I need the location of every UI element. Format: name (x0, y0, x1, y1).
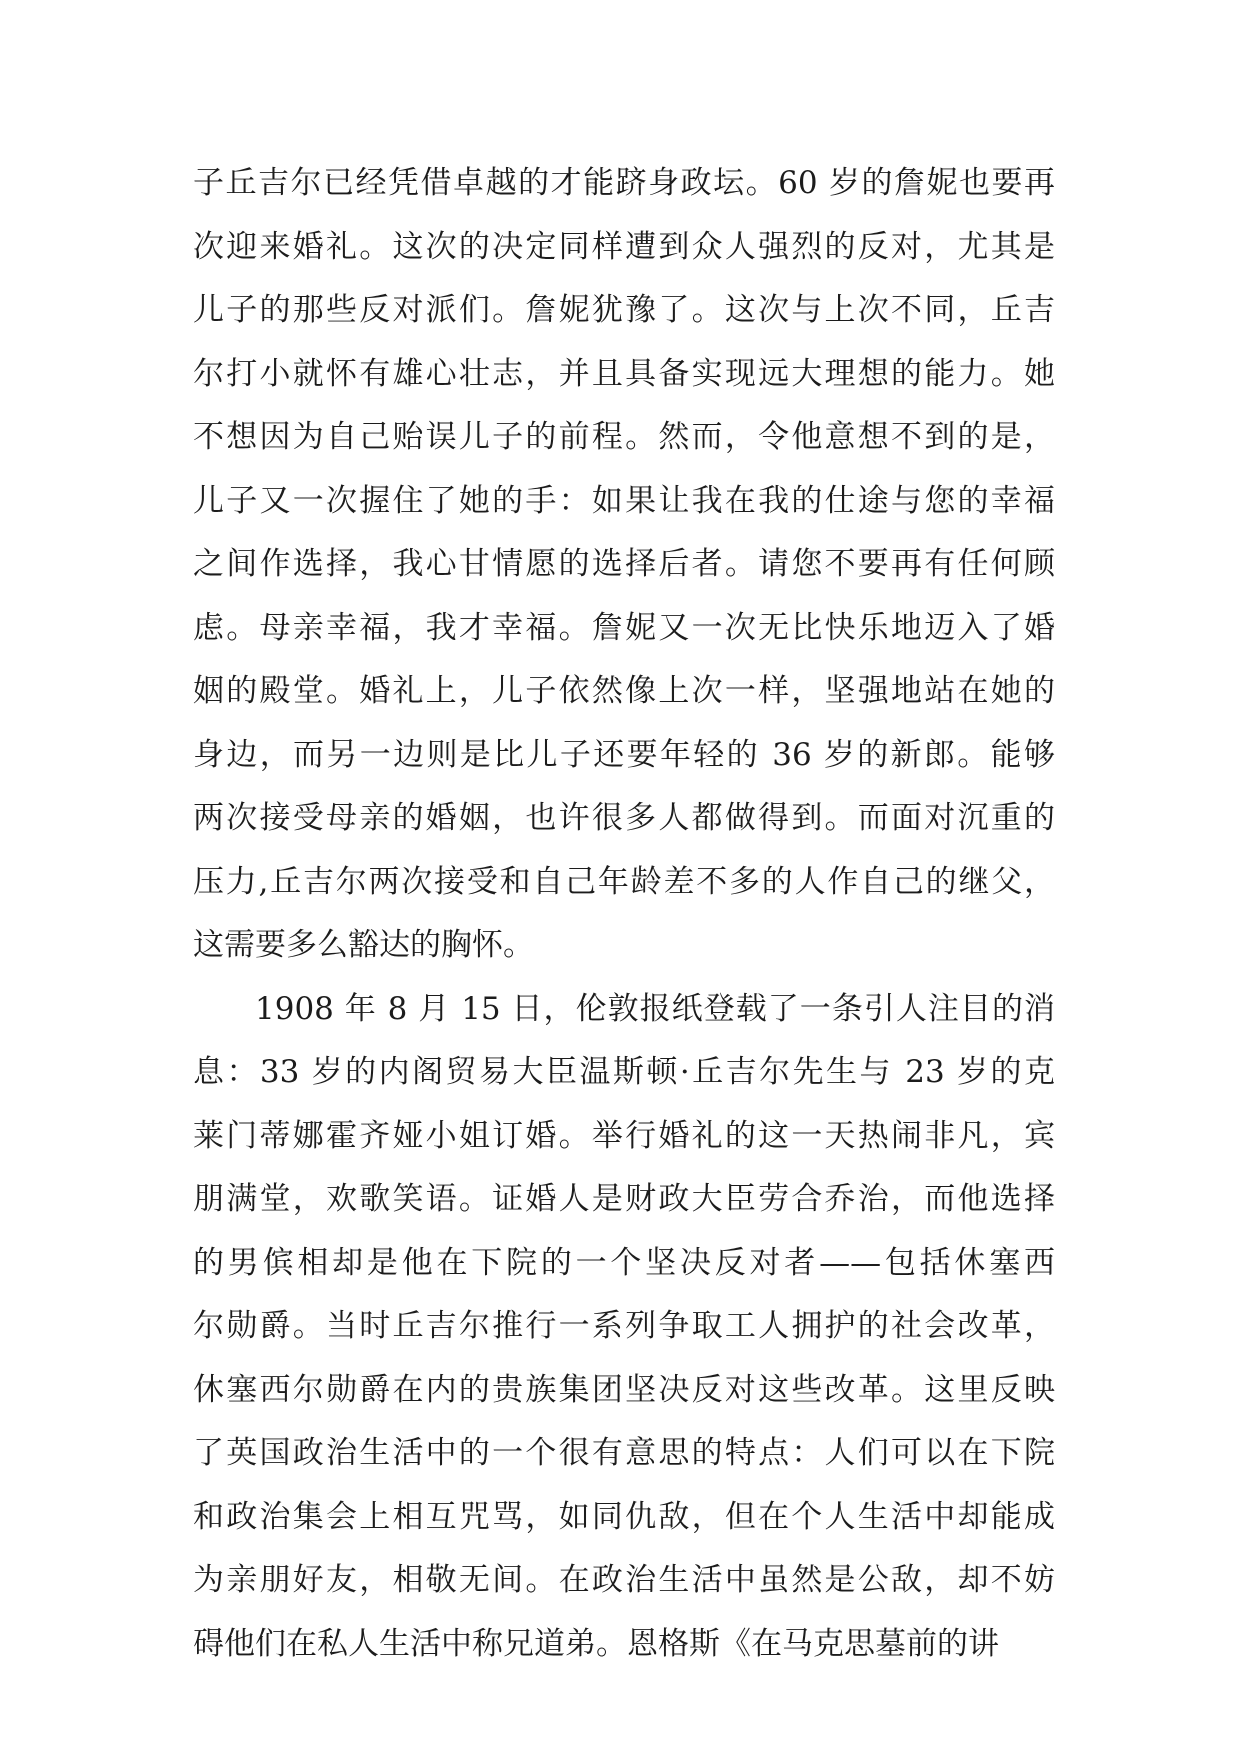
paragraph (193, 978, 1055, 1677)
text-line: 尔勋爵。当时丘吉尔推行一系列争取工人拥护的社会改革， (193, 1308, 1055, 1344)
text-line: 姻的殿堂。婚礼上，儿子依然像上次一样，坚强地站在她的 (193, 673, 1055, 709)
text-line: 身边，而另一边则是比儿子还要年轻的 36 岁的新郎。能够 (193, 736, 1055, 773)
text-line: 压力,丘吉尔两次接受和自己年龄差不多的人作自己的继父， (193, 863, 1055, 900)
text-line: 1908 年 8 月 15 日，伦敦报纸登载了一条引人注目的消 (255, 990, 1055, 1027)
text-line: 不想因为自己贻误儿子的前程。然而，令他意想不到的是， (193, 419, 1055, 455)
text-line: 次迎来婚礼。这次的决定同样遭到众人强烈的反对，尤其是 (193, 228, 1055, 265)
text-line: 尔打小就怀有雄心壮志，并且具备实现远大理想的能力。她 (193, 355, 1055, 392)
text-line: 的男傧相却是他在下院的一个坚决反对者——包括休塞西 (193, 1244, 1055, 1281)
text-line: 为亲朋好友，相敬无间。在政治生活中虽然是公敌，却不妨 (193, 1562, 1055, 1598)
text-line: 子丘吉尔已经凭借卓越的才能跻身政坛。60 岁的詹妮也要再 (193, 165, 1055, 201)
text-line: 休塞西尔勋爵在内的贵族集团坚决反对这些改革。这里反映 (193, 1371, 1055, 1408)
paragraph (193, 152, 1055, 978)
text-line: 虑。母亲幸福，我才幸福。詹妮又一次无比快乐地迈入了婚 (193, 609, 1055, 646)
text-line: 这需要多么豁达的胸怀。 (193, 927, 534, 963)
text-line: 儿子的那些反对派们。詹妮犹豫了。这次与上次不同，丘吉 (193, 292, 1055, 328)
text-line: 之间作选择，我心甘情愿的选择后者。请您不要再有任何顾 (193, 546, 1055, 582)
body-text (193, 152, 1055, 1676)
text-line: 碍他们在私人生活中称兄道弟。恩格斯《在马克思墓前的讲 (193, 1625, 999, 1662)
text-line: 和政治集会上相互咒骂，如同仇敌，但在个人生活中却能成 (193, 1498, 1055, 1535)
text-line: 两次接受母亲的婚姻，也许很多人都做得到。而面对沉重的 (193, 800, 1055, 836)
text-line: 儿子又一次握住了她的手：如果让我在我的仕途与您的幸福 (193, 482, 1055, 519)
text-line: 朋满堂，欢歌笑语。证婚人是财政大臣劳合乔治，而他选择 (193, 1181, 1055, 1217)
text-line: 莱门蒂娜霍齐娅小姐订婚。举行婚礼的这一天热闹非凡，宾 (193, 1117, 1055, 1154)
text-line: 息：33 岁的内阁贸易大臣温斯顿·丘吉尔先生与 23 岁的克 (193, 1054, 1055, 1090)
text-line: 了英国政治生活中的一个很有意思的特点：人们可以在下院 (193, 1435, 1055, 1471)
